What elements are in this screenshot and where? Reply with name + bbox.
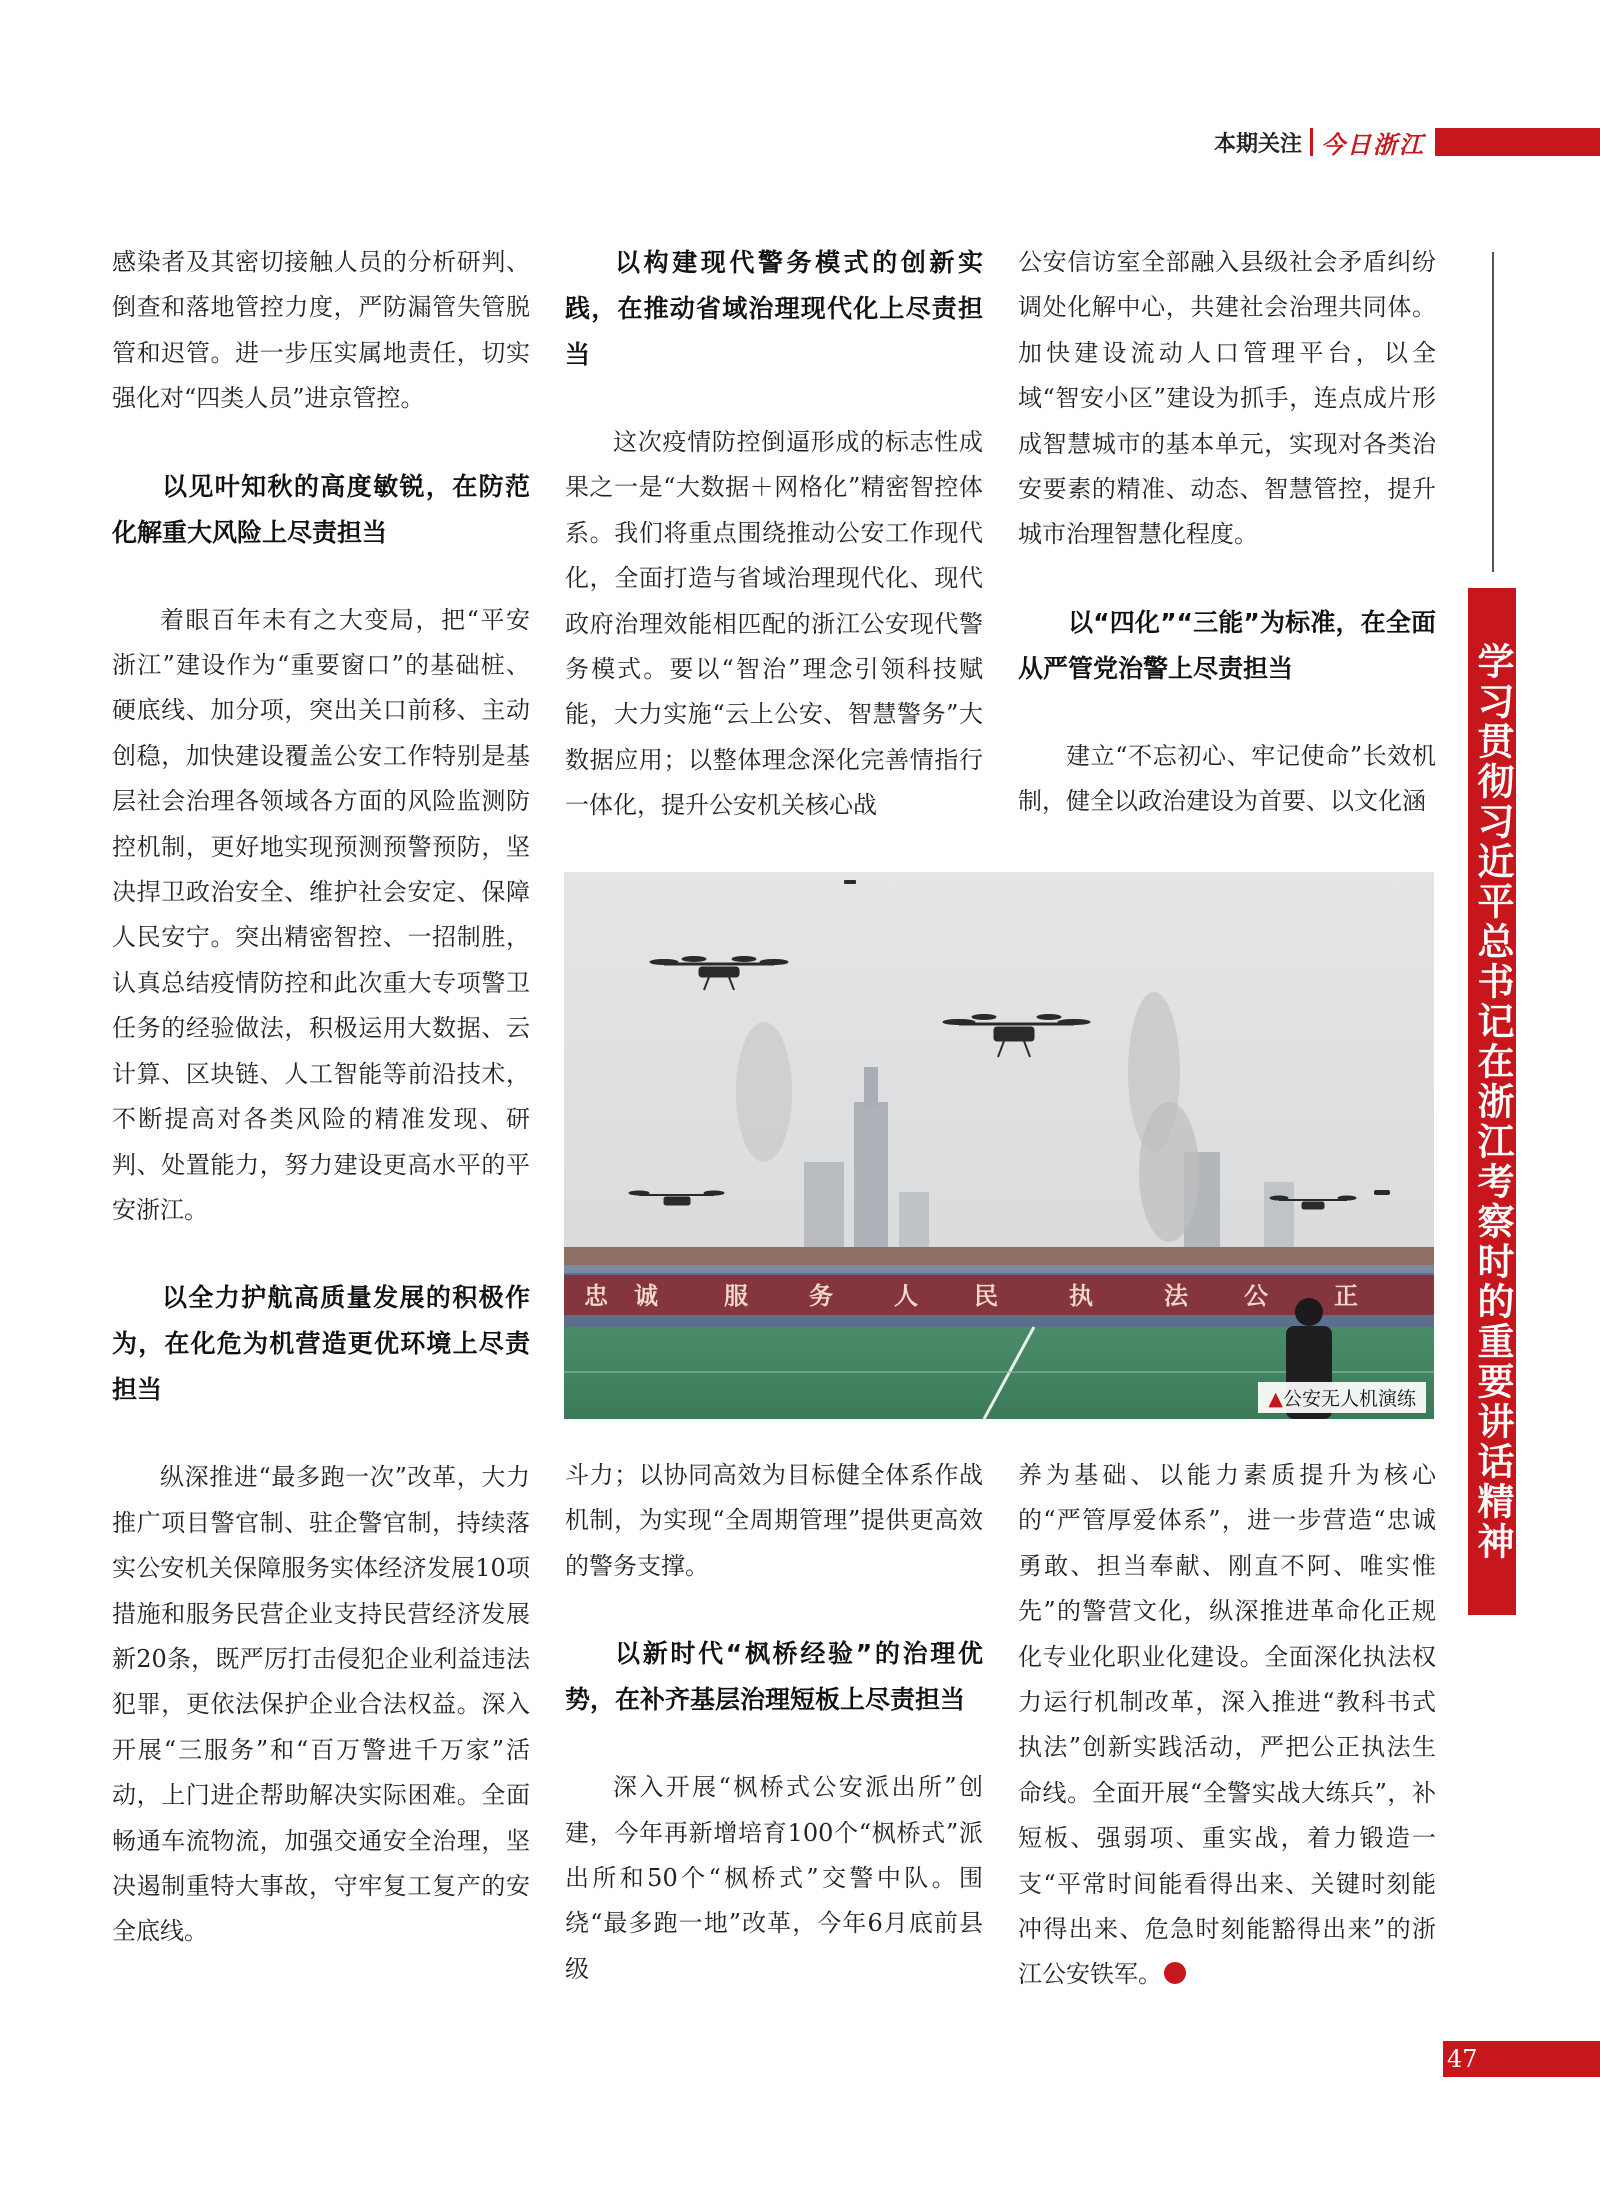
paragraph: 感染者及其密切接触人员的分析研判、倒查和落地管控力度，严防漏管失管脱管和迟管。进一步压实属地责任，切实强化对“四类人员”进京管控。 (112, 248, 530, 413)
section-heading: 以全力护航高质量发展的积极作为，在化危为机营造更优环境上尽责担当 (112, 1283, 530, 1405)
triangle-icon: ▲ (1268, 1388, 1283, 1410)
paragraph: 公安信访室全部融入县级社会矛盾纠纷调处化解中心，共建社会治理共同体。加快建设流动人口管理平台，以全域“智安小区”建设为抓手，连点成片形成智慧城市的基本单元，实现对各类治安要素的精准、动态、智慧管控，提升城市治理智慧化程度。 (1018, 248, 1436, 549)
paragraph: 着眼百年未有之大变局，把“平安浙江”建设作为“重要窗口”的基础桩、硬底线、加分项，突出关口前移、主动创稳，加快建设覆盖公安工作特别是基层社会治理各领域各方面的风险监测防控机制，更好地实现预测预警预防，坚决捍卫政治安全、维护社会安定、保障人民安宁。突出精密智控、一招制胜，认真总结疫情防控和此次重大专项警卫任务的经验做法，积极运用大数据、云计算、区块链、人工智能等前沿技术，不断提高对各类风险的精准发现、研判、处置能力，努力建设更高水平的平安浙江。 (112, 605, 530, 1224)
header-red-bar (1435, 128, 1600, 156)
paragraph: 深入开展“枫桥式公安派出所”创建，今年再新增培育100个“枫桥式”派出所和50个“枫桥式”交警中队。围绕“最多跑一地”改革，今年6月底前县级 (565, 1773, 983, 1983)
vertical-rule (1492, 252, 1494, 572)
banner-char: 正 (1334, 1282, 1358, 1310)
paragraph (1018, 1453, 1436, 1998)
page-header (1214, 126, 1600, 158)
column-3-bottom (1018, 1453, 1436, 1998)
banner-char: 服 (724, 1282, 748, 1310)
banner-char: 人 (894, 1282, 918, 1310)
paragraph: 纵深推进“最多跑一次”改革，大力推广项目警官制、驻企警官制，持续落实公安机关保障服务实体经济发展10项措施和服务民营企业支持民营经济发展新20条，既严厉打击侵犯企业利益违法犯罪，更依法保护企业合法权益。深入开展“三服务”和“百万警进千万家”活动，上门进企帮助解决实际困难。全面畅通车流物流，加强交通安全治理，坚决遏制重特大事故，守牢复工复产的安全底线。 (112, 1463, 530, 1946)
section-heading: 以“四化”“三能”为标准，在全面从严管党治警上尽责担当 (1018, 607, 1436, 683)
section-heading: 以见叶知秋的高度敏锐，在防范化解重大风险上尽责担当 (112, 471, 530, 547)
page-number: 47 (1447, 2045, 1478, 2073)
paragraph-text: 养为基础、以能力素质提升为核心的“严管厚爱体系”，进一步营造“忠诚勇敢、担当奉献、刚直不阿、唯实惟先”的警营文化，纵深推进革命化正规化专业化职业化建设。全面深化执法权力运行机制改革，深入推进“教科书式执法”创新实践活动，严把公正执法生命线。全面开展“全警实战大练兵”，补短板、强弱项、重实战，着力锻造一支“平常时间能看得出来、关键时刻能冲得出来、危急时刻能豁得出来”的浙江公安铁军。 (1018, 1461, 1436, 1989)
paragraph: 这次疫情防控倒逼形成的标志性成果之一是“大数据＋网格化”精密智控体系。我们将重点围绕推动公安工作现代化，全面打造与省域治理现代化、现代政府治理效能相匹配的浙江公安现代警务模式。要以“智治”理念引领科技赋能，大力实施“云上公安、智慧警务”大数据应用；以整体理念深化完善情指行一体化，提升公安机关核心战 (565, 428, 983, 820)
banner-char: 忠 (584, 1282, 608, 1310)
banner-char: 诚 (634, 1282, 658, 1310)
paragraph: 建立“不忘初心、牢记使命”长效机制，健全以政治建设为首要、以文化涵 (1018, 741, 1436, 816)
section-heading: 以新时代“枫桥经验”的治理优势，在补齐基层治理短板上尽责担当 (565, 1639, 983, 1715)
column-2-top (565, 240, 983, 829)
drone-drill-photo (564, 872, 1434, 1419)
section-label: 本期关注 (1213, 131, 1302, 157)
section-heading: 以构建现代警务模式的创新实践，在推动省域治理现代化上尽责担当 (565, 248, 983, 369)
banner-char: 公 (1244, 1282, 1268, 1310)
column-2-bottom (565, 1453, 983, 1992)
paragraph: 斗力；以协同高效为目标健全体系作战机制，为实现“全周期管理”提供更高效的警务支撑。 (565, 1461, 983, 1580)
column-1 (112, 240, 530, 1955)
vertical-series-title: 学习贯彻习近平总书记在浙江考察时的重要讲话精神 (1468, 588, 1516, 1615)
caption-text: 公安无人机演练 (1282, 1388, 1416, 1410)
photo-illustration (564, 872, 1434, 1419)
end-mark-icon (1164, 1962, 1186, 1984)
banner-char: 务 (809, 1282, 833, 1310)
magazine-logo: 今日浙江 (1321, 129, 1425, 159)
photo-caption (1258, 1382, 1426, 1413)
column-3-top (1018, 240, 1436, 825)
banner-char: 执 (1069, 1282, 1093, 1310)
banner-char: 法 (1164, 1282, 1188, 1310)
header-separator (1310, 128, 1313, 156)
banner-char: 民 (974, 1282, 998, 1310)
